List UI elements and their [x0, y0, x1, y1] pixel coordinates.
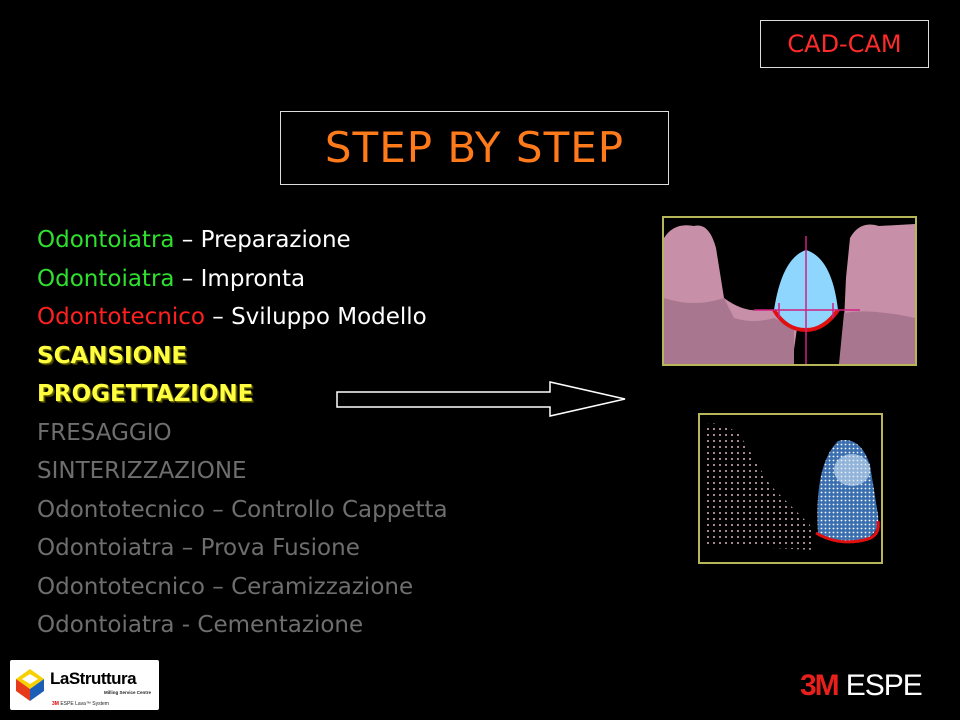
3m-brand: 3M	[800, 669, 838, 702]
step-7: SINTERIZZAZIONE	[37, 458, 247, 484]
right-arrow-icon	[335, 380, 630, 420]
lastruttura-footer: 3M ESPE Lava™ System	[52, 701, 109, 707]
step-list	[37, 221, 448, 645]
3m-espe-logo	[800, 670, 922, 702]
step-9: Odontoiatra – Prova Fusione	[37, 535, 360, 561]
step-10: Odontotecnico – Ceramizzazione	[37, 573, 414, 600]
lastruttura-name: LaStruttura	[50, 669, 137, 688]
lastruttura-logo	[10, 660, 159, 710]
lastruttura-emblem-icon	[14, 665, 48, 703]
slide-title: STEP BY STEP	[280, 111, 669, 185]
espe-brand: ESPE	[845, 669, 922, 702]
step-5: PROGETTAZIONE	[37, 381, 254, 407]
point-cloud-image	[698, 413, 883, 564]
step-1: Odontoiatra – Preparazione	[37, 227, 351, 253]
step-2: Odontoiatra – Impronta	[37, 265, 306, 292]
step-3: Odontotecnico – Sviluppo Modello	[37, 304, 427, 330]
step-11: Odontoiatra - Cementazione	[37, 612, 364, 638]
tooth-design-image	[662, 216, 917, 366]
step-8: Odontotecnico – Controllo Cappetta	[37, 496, 448, 523]
cad-cam-badge: CAD-CAM	[760, 20, 929, 68]
step-4: SCANSIONE	[37, 342, 188, 369]
step-6: FRESAGGIO	[37, 419, 172, 446]
lastruttura-tagline: Milling Service Centre	[104, 690, 152, 695]
